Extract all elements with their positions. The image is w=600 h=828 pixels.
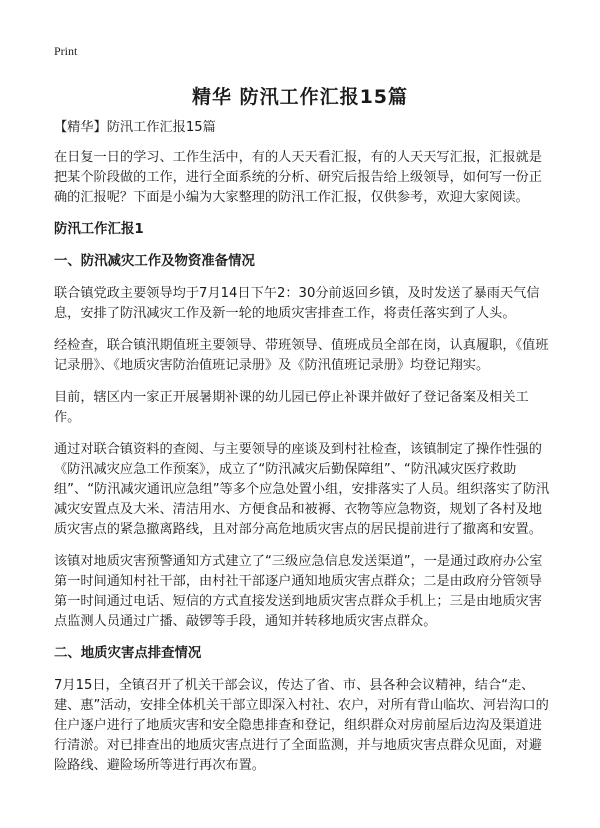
section-1-heading: 一、防汛减灾工作及物资准备情况 — [54, 254, 255, 269]
section-2-paragraph: 7月15日，全镇召开了机关干部会议，传达了省、市、县各种会议精神，结合“走、建、惠”活动，安排全体机关干部立即深入村社、农户，对所有背山临坎、河岩沟口的住户逐户进行了地质灾害和安全隐患排查和登记，组织群众对房前屋后边沟及渠道进行清淤。对已排查出的地质灾害点进行了全面监测，并与地质灾害点群众见面，对避险路线、避险场所等进行再次布置。 — [54, 678, 549, 773]
section-1-paragraph: 该镇对地质灾害预警通知方式建立了“三级应急信息发送渠道”，一是通过政府办公室第一时间通知村社干部，由村社干部逐户通知地质灾害点群众；二是由政府分管领导第一时间通过电话、短信的方式直接发送到地质灾害点群众手机上；三是由地质灾害点监测人员通过广播、敲锣等手段，通知并转移地质灾害点群众。 — [54, 554, 543, 629]
section-1-paragraph: 通过对联合镇资料的查阅、与主要领导的座谈及到村社检查，该镇制定了操作性强的《防汛减灾应急工作预案》，成立了“防汛减灾后勤保障组”、“防汛减灾医疗救助组”、“防汛减灾通讯应急组”等多个应急处置小组，安排落实了人员。组织落实了防汛减灾安置点及大米、清洁用水、方便食品和被褥、衣物等应急物资，规划了各村及地质灾害点的紧急撤离路线，且对部分高危地质灾害点的居民提前进行了撤离和安置。 — [54, 442, 550, 537]
report-heading: 防汛工作汇报1 — [54, 222, 144, 237]
document-title: 精华 防汛工作汇报15篇 — [191, 86, 409, 108]
section-1-paragraph: 经检查，联合镇汛期值班主要领导、带班领导、值班成员全部在岗，认真履职，《值班记录册》、《地质灾害防治值班记录册》及《防汛值班记录册》均登记翔实。 — [54, 338, 549, 373]
print-label[interactable]: Print — [54, 44, 78, 58]
section-1-paragraph: 目前，辖区内一家正开展暑期补课的幼儿园已停止补课并做好了登记备案及相关工作。 — [54, 390, 529, 425]
section-2-heading: 二、地质灾害点排查情况 — [54, 646, 202, 661]
document-subtitle: 【精华】防汛工作汇报15篇 — [54, 120, 216, 135]
section-1-paragraph: 联合镇党政主要领导均于7月14日下午2：30分前返回乡镇，及时发送了暴雨天气信息，安排了防汛减灾工作及新一轮的地质灾害排查工作，将责任落实到了人头。 — [54, 286, 540, 321]
document-content — [54, 118, 554, 788]
intro-paragraph: 在日复一日的学习、工作生活中，有的人天天看汇报，有的人天天写汇报，汇报就是把某个阶段做的工作，进行全面系统的分析、研究后报告给上级领导，如何写一份正确的汇报呢？下面是小编为大家整理的防汛工作汇报，仅供参考，欢迎大家阅读。 — [54, 150, 542, 205]
